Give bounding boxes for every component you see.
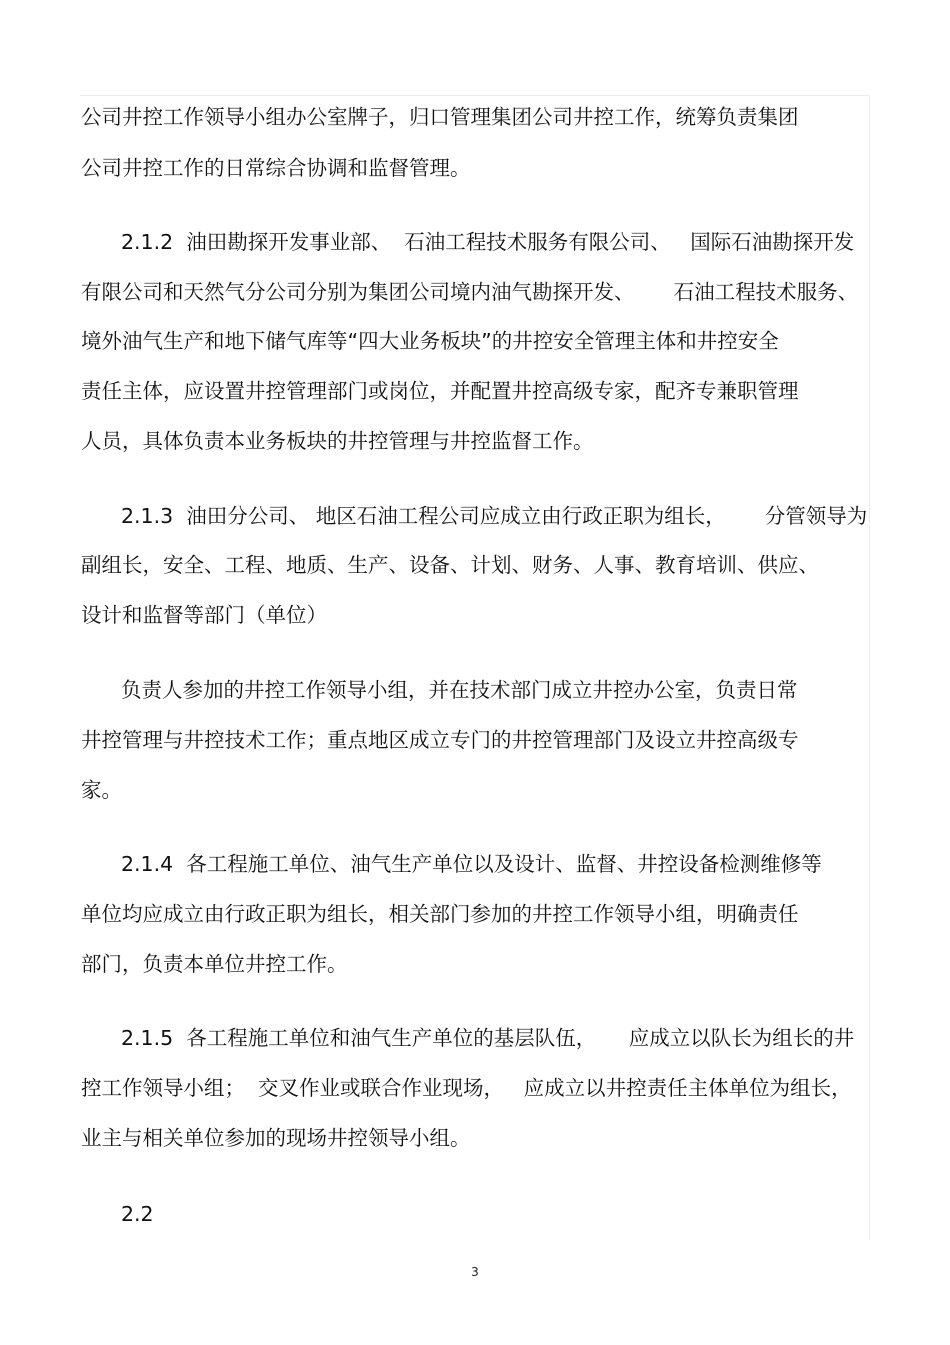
paragraph-line: 单位均应成立由行政正职为组长，相关部门参加的井控工作领导小组，明确责任 bbox=[81, 902, 799, 926]
paragraph-line: 设计和监督等部门（单位） bbox=[81, 603, 327, 627]
paragraph-line: 井控管理与井控技术工作；重点地区成立专门的井控管理部门及设立井控高级专 bbox=[81, 728, 799, 752]
paragraph-line: 责任主体，应设置井控管理部门或岗位，并配置井控高级专家，配齐专兼职管理 bbox=[81, 379, 799, 403]
paragraph-line: 人员，具体负责本业务板块的井控管理与井控监督工作。 bbox=[81, 429, 594, 453]
page-border-right bbox=[869, 95, 870, 1240]
paragraph-line: 负责人参加的井控工作领导小组，并在技术部门成立井控办公室，负责日常 bbox=[121, 678, 798, 702]
paragraph-line: 公司井控工作领导小组办公室牌子，归口管理集团公司井控工作，统筹负责集团 bbox=[81, 105, 799, 129]
paragraph-line: 有限公司和天然气分公司分别为集团公司境内油气勘探开发、 石油工程技术服务、 bbox=[81, 280, 859, 304]
paragraph-line: 境外油气生产和地下储气库等“四大业务板块”的井控安全管理主体和井控安全 bbox=[81, 329, 779, 353]
paragraph-line: 家。 bbox=[81, 778, 122, 802]
section-2-1-4-line: 2.1.4 各工程施工单位、油气生产单位以及设计、监督、井控设备检测维修等 bbox=[121, 852, 822, 876]
section-2-1-3-line: 2.1.3 油田分公司、 地区石油工程公司应成立由行政正职为组长， 分管领导为 bbox=[121, 504, 868, 528]
section-2-1-5-line: 2.1.5 各工程施工单位和油气生产单位的基层队伍， 应成立以队长为组长的井 bbox=[121, 1026, 855, 1050]
page-border-top bbox=[80, 95, 870, 96]
paragraph-line: 业主与相关单位参加的现场井控领导小组。 bbox=[81, 1126, 471, 1150]
paragraph-line: 副组长，安全、工程、地质、生产、设备、计划、财务、人事、教育培训、供应、 bbox=[81, 553, 819, 577]
paragraph-line: 公司井控工作的日常综合协调和监督管理。 bbox=[81, 156, 471, 180]
page-number: 3 bbox=[471, 1265, 479, 1279]
section-2-1-2-line: 2.1.2 油田勘探开发事业部、 石油工程技术服务有限公司、 国际石油勘探开发 bbox=[121, 230, 855, 254]
paragraph-line: 控工作领导小组； 交叉作业或联合作业现场， 应成立以井控责任主体单位为组长， bbox=[81, 1076, 852, 1100]
section-2-2-heading: 2.2 bbox=[121, 1202, 154, 1226]
paragraph-line: 部门，负责本单位井控工作。 bbox=[81, 952, 348, 976]
